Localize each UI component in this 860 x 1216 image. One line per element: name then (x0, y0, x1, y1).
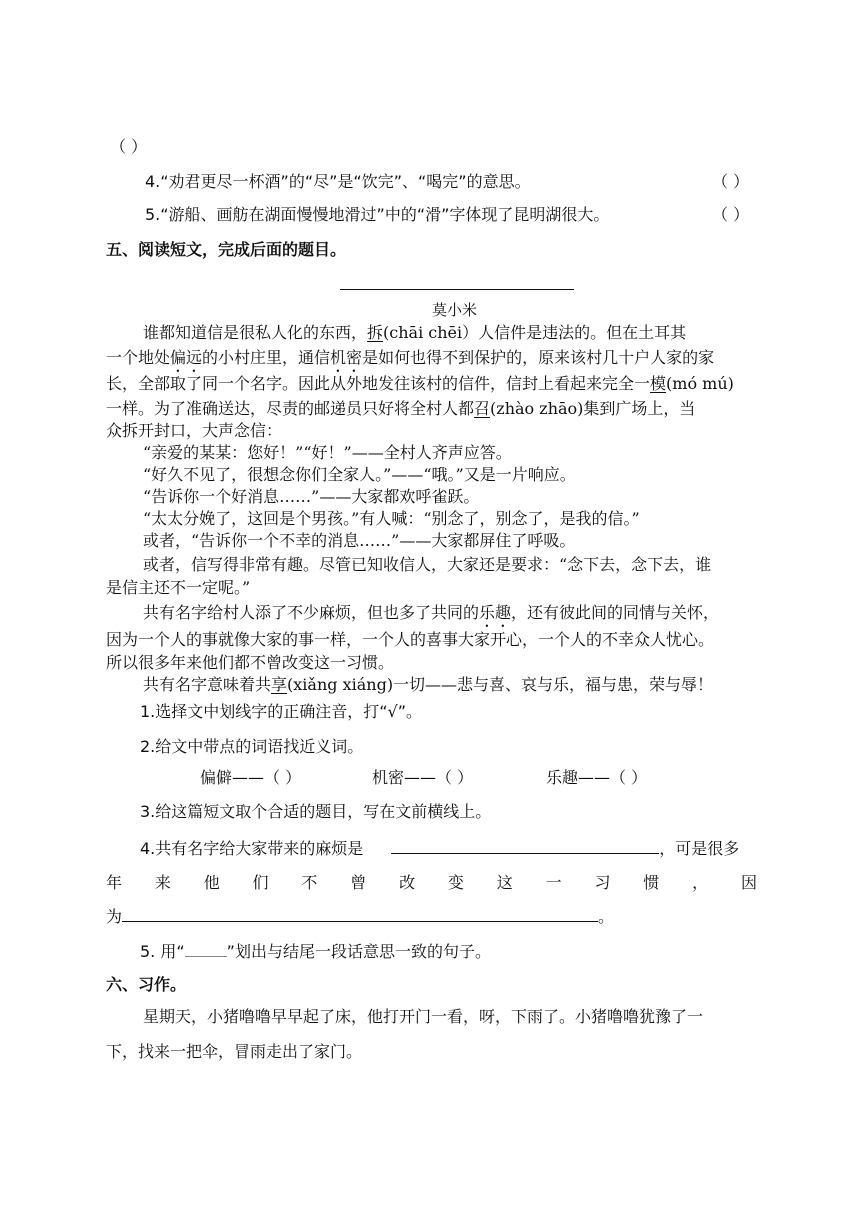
char: 来 (154, 873, 171, 892)
dotted-word: 机密 (330, 348, 363, 367)
text-span: 共有名字给村人添了不少麻烦，但也多了共同的 (143, 603, 480, 622)
char: 年 (106, 873, 123, 892)
text-span: 长，全部取了同一个名字。因此从外地发往该村的信件，信封上看起来完全一 (106, 374, 651, 393)
title-blank-line (340, 289, 574, 290)
text-span: 。 (598, 907, 615, 926)
underline-sample (185, 940, 227, 957)
composition-line-2: 下，找来一把伞，冒雨走出了家门。 (106, 1042, 363, 1061)
composition-line-1: 星期天，小猪噜噜早早起了床，他打开门一看，呀，下雨了。小猪噜噜犹豫了一 (143, 1007, 704, 1026)
char: 他 (203, 873, 220, 892)
underlined-char: 享 (271, 675, 288, 694)
text-span: 4.共有名字给大家带来的麻烦是 (140, 839, 364, 858)
char: ， (692, 873, 709, 892)
answer-paren: （ ） (110, 137, 148, 156)
text-span: ，还有彼此间的同情与关怀， (511, 603, 720, 622)
underlined-char: 召 (474, 399, 491, 418)
judge-question-4: 4.“劝君更尽一杯酒”的“尽”是“饮完”、“喝完”的意思。 (145, 172, 531, 191)
underlined-char: 模 (650, 374, 667, 393)
char: 不 (301, 873, 318, 892)
question-4 (140, 837, 739, 859)
dialogue-line: 或者，“告诉你一个不幸的消息……”——大家都屏住了呼吸。 (143, 531, 576, 550)
story-line (106, 374, 734, 394)
story-line (106, 348, 714, 376)
char: 曾 (350, 873, 367, 892)
text-span: 的小村庄里，通信 (202, 348, 331, 367)
char: 变 (447, 873, 464, 892)
story-line: 是信主还不一定呢。” (106, 578, 251, 597)
dialogue-line: “太太分娩了，这回是个男孩。”有人喊：“别念了，别念了，是我的信。” (143, 509, 640, 528)
story-line: 或者，信写得非常有趣。尽管已知收信人，大家还是要求：“念下去，念下去，谁 (143, 555, 712, 574)
text-span: 共有名字意味着共 (143, 675, 272, 694)
underlined-char: 拆 (367, 323, 384, 342)
synonym-item-3: 乐趣——（ ） (546, 768, 648, 787)
judge-question-5: 5.“游船、画舫在湖面慢慢地滑过”中的“滑”字体现了昆明湖很大。 (145, 205, 610, 224)
section-6-heading: 六、习作。 (106, 975, 187, 994)
dialogue-line: “好久不见了，很想念你们全家人。”——“哦。”又是一片响应。 (143, 465, 576, 484)
story-line: 众拆开封口，大声念信： (106, 421, 283, 440)
story-line: 因为一个人的事就像大家的事一样，一个人的喜事大家开心，一个人的不幸众人忧心。 (106, 630, 715, 649)
text-span: 是如何也得不到保护的，原来该村几十户人家的家 (362, 348, 715, 367)
story-line (106, 399, 695, 419)
char: 因 (740, 873, 757, 892)
char: 惯 (643, 873, 660, 892)
text-span: ”划出与结尾一段话意思一致的句子。 (226, 942, 491, 961)
text-span: (zhào zhāo)集到广场上，当 (490, 399, 696, 418)
judge-paren-4: （ ） (712, 172, 750, 191)
text-span: (xiǎng xiáng)一切——悲与喜、哀与乐，福与患，荣与辱！ (287, 675, 714, 694)
answer-blank[interactable] (122, 905, 598, 922)
question-5 (140, 940, 491, 962)
text-span: 一个地处 (106, 348, 171, 367)
text-span: (chāi chēi）人信件是违法的。但在土耳其 (383, 323, 687, 342)
judge-paren-5: （ ） (712, 205, 750, 224)
question-1: 1.选择文中划线字的正确注音，打“√”。 (140, 702, 423, 721)
char: 习 (594, 873, 611, 892)
text-span: 5. 用“ (140, 942, 185, 961)
question-4-line-3 (106, 905, 614, 927)
story-line: 所以很多年来他们都不曾改变这一习惯。 (106, 653, 395, 672)
answer-blank[interactable] (391, 837, 659, 854)
text-span: 一样。为了准确送达，尽责的邮递员只好将全村人都 (106, 399, 475, 418)
dotted-word: 偏远 (170, 348, 203, 367)
dialogue-line: “亲爱的某某：您好！”“好！”——全村人齐声应答。 (143, 443, 512, 462)
question-2: 2.给文中带点的词语找近义词。 (140, 737, 364, 756)
author: 莫小米 (432, 301, 478, 319)
question-4-line-2 (106, 873, 757, 893)
synonym-item-2: 机密——（ ） (372, 768, 474, 787)
story-line (143, 675, 713, 695)
section-5-heading: 五、阅读短文，完成后面的题目。 (106, 240, 347, 259)
char: 改 (399, 873, 416, 892)
text-span: (mó mú) (666, 374, 734, 393)
text-span: 谁都知道信是很私人化的东西， (143, 323, 368, 342)
text-span: 为 (106, 907, 123, 926)
synonym-item-1: 偏僻——（ ） (200, 768, 302, 787)
dotted-word: 乐趣 (479, 603, 512, 622)
char: 们 (252, 873, 269, 892)
story-line (143, 603, 719, 631)
char: 一 (545, 873, 562, 892)
story-line (143, 323, 686, 343)
question-3: 3.给这篇短文取个合适的题目，写在文前横线上。 (140, 802, 492, 821)
text-span: ，可是很多 (659, 839, 740, 858)
dialogue-line: “告诉你一个好消息……”——大家都欢呼雀跃。 (143, 487, 480, 506)
char: 这 (496, 873, 513, 892)
